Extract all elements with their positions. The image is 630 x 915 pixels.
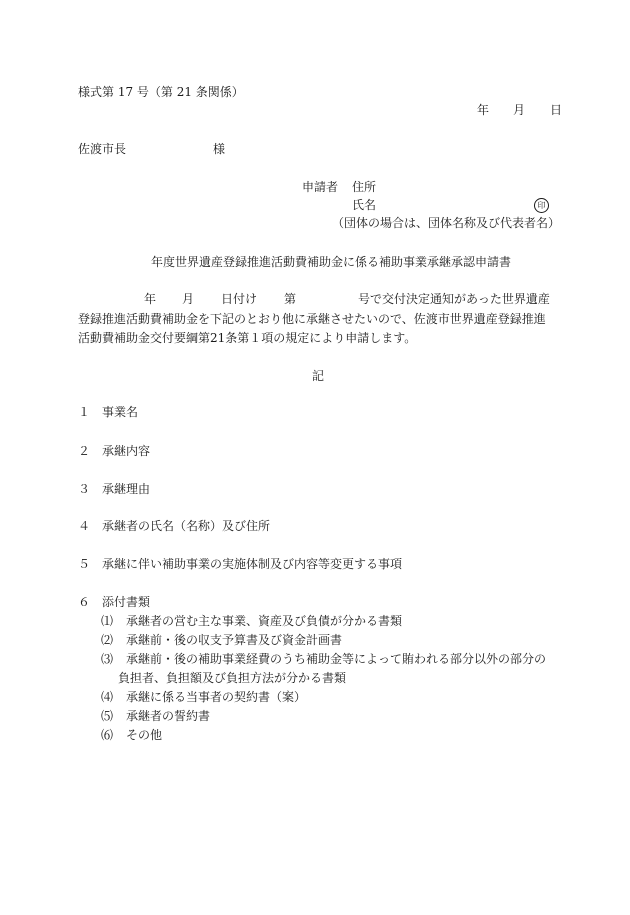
item-text: 承継内容 xyxy=(102,444,151,458)
attachment-number: ⑵ xyxy=(101,633,114,647)
body-dai: 第 xyxy=(284,292,297,306)
seal-mark: 印 xyxy=(534,198,549,213)
body-month: 月 xyxy=(182,292,195,306)
item-number: ５ xyxy=(78,557,91,571)
body-line2: 登録推進活動費補助金を下記のとおり他に承継させたいので、佐渡市世界遺産登録推進 xyxy=(78,312,546,326)
address-label: 住所 xyxy=(352,180,377,194)
item-number: １ xyxy=(78,405,91,419)
attachment-text: 承継に係る当事者の契約書（案） xyxy=(126,690,307,704)
item-number: ４ xyxy=(78,519,91,533)
item-text: 承継理由 xyxy=(102,482,151,496)
attachment-number: ⑶ xyxy=(101,652,114,666)
date-month-label: 月 xyxy=(513,103,526,117)
date-day-label: 日 xyxy=(550,103,563,117)
attachment-number: ⑹ xyxy=(101,728,114,742)
attachment-number: ⑴ xyxy=(101,614,114,628)
attachment-text-continued: 負担者、負担額及び負担方法が分かる書類 xyxy=(118,671,347,685)
body-day: 日付け xyxy=(221,292,258,306)
item-number: ２ xyxy=(78,444,91,458)
item-text: 承継に伴い補助事業の実施体制及び内容等変更する事項 xyxy=(102,557,403,571)
applicant-note: （団体の場合は、団体名称及び代表者名） xyxy=(332,216,561,230)
body-line3: 活動費補助金交付要綱第21条第１項の規定により申請します。 xyxy=(78,331,417,345)
body-year: 年 xyxy=(144,292,157,306)
attachment-number: ⑸ xyxy=(101,709,114,723)
name-label: 氏名 xyxy=(352,198,377,212)
addressee-honorific: 様 xyxy=(213,142,226,156)
attachment-text: 承継前・後の補助事業経費のうち補助金等によって賄われる部分以外の部分の xyxy=(126,652,547,666)
applicant-label: 申請者 xyxy=(302,180,339,194)
date-year-label: 年 xyxy=(477,103,490,117)
ki-heading: 記 xyxy=(312,369,325,383)
body-line1-rest: 号で交付決定通知があった世界遺産 xyxy=(358,292,550,306)
item-number: ６ xyxy=(78,595,91,609)
attachment-text: 承継者の誓約書 xyxy=(126,709,211,723)
item-text: 承継者の氏名（名称）及び住所 xyxy=(102,519,271,533)
item-text: 添付書類 xyxy=(102,595,151,609)
attachment-text: その他 xyxy=(126,728,163,742)
item-text: 事業名 xyxy=(102,405,139,419)
item-number: ３ xyxy=(78,482,91,496)
form-number: 様式第 17 号（第 21 条関係） xyxy=(78,85,244,99)
document-title: 年度世界遺産登録推進活動費補助金に係る補助事業承継承認申請書 xyxy=(151,255,512,269)
addressee-name: 佐渡市長 xyxy=(78,142,127,156)
attachment-text: 承継者の営む主な事業、資産及び負債が分かる書類 xyxy=(126,614,403,628)
attachment-number: ⑷ xyxy=(101,690,114,704)
attachment-text: 承継前・後の収支予算書及び資金計画書 xyxy=(126,633,343,647)
